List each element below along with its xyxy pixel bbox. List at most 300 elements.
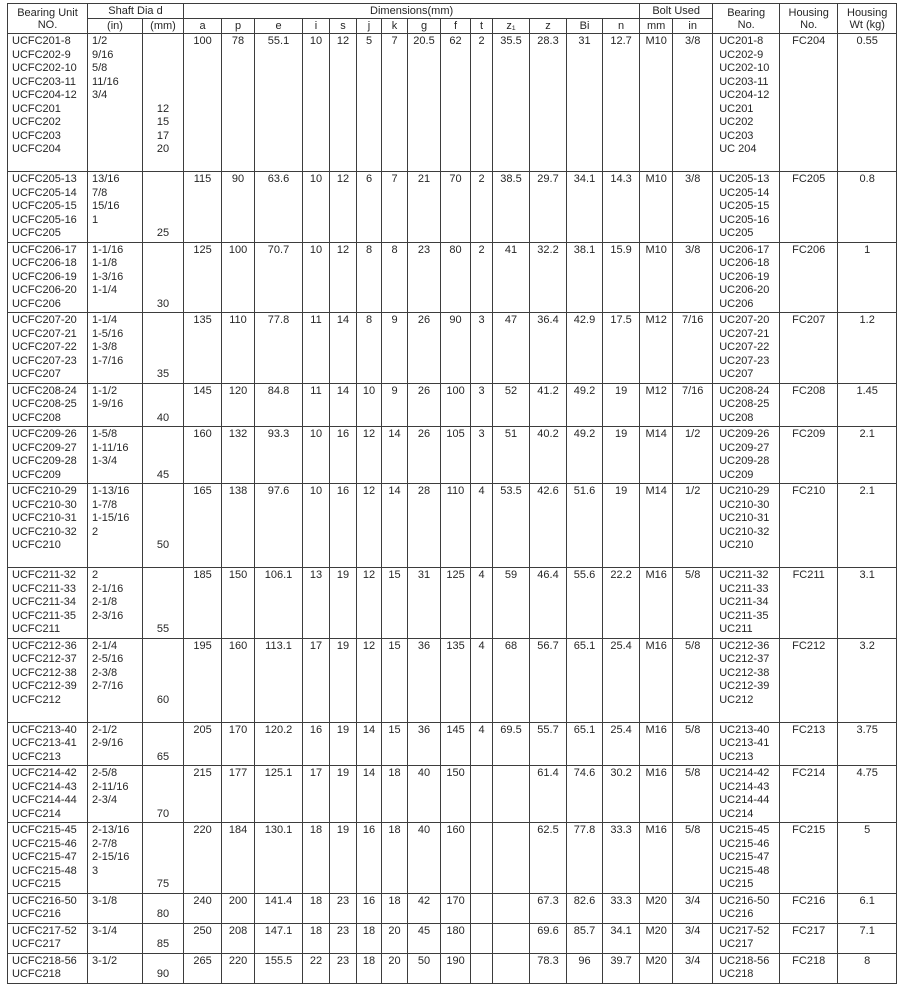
dim-cell-p: 150	[222, 568, 255, 639]
cell-line: UC 204	[719, 143, 757, 155]
housing-wt-cell: 1.2	[838, 313, 897, 384]
bolt-mm-cell: M14	[640, 427, 673, 484]
spacer-line	[12, 553, 85, 567]
cell-line	[145, 640, 181, 654]
dim-cell-s: 19	[330, 568, 357, 639]
dim-cell-f: 110	[441, 484, 471, 568]
dim-cell-f: 70	[441, 172, 471, 243]
cell-line: 2-1/16	[92, 582, 124, 595]
cell-line: UC203	[719, 129, 754, 142]
cell-line	[145, 385, 181, 399]
cell-line: 2-1/8	[92, 596, 118, 608]
header-dim-e: e	[255, 19, 303, 34]
dim-cell-s: 12	[330, 34, 357, 172]
dim-cell-a: 185	[184, 568, 222, 639]
header-dim-i: i	[303, 19, 330, 34]
cell-line	[145, 89, 181, 103]
cell-line: UC207-20	[719, 314, 770, 326]
dim-cell-bi: 65.1	[567, 638, 603, 722]
housing-wt-cell: 4.75	[838, 766, 897, 823]
cell-line: UC212	[719, 693, 754, 706]
cell-line: UCFC212-36	[12, 639, 77, 652]
cell-line: UCFC215-47	[12, 851, 77, 863]
dim-cell-k: 18	[382, 823, 408, 894]
cell-line: 2-13/16	[92, 824, 130, 836]
bearing-group-row	[8, 766, 897, 823]
header-shaft-dia: Shaft Dia d	[88, 4, 184, 19]
cell-line	[145, 49, 181, 63]
dim-cell-bi: 49.2	[567, 427, 603, 484]
dim-cell-g: 21	[408, 172, 441, 243]
dim-cell-bi: 85.7	[567, 923, 603, 953]
cell-line: UCFC205-15	[12, 200, 77, 212]
dim-cell-g: 31	[408, 568, 441, 639]
cell-line: UCFC207-21	[12, 327, 77, 340]
dim-cell-z: 32.2	[530, 242, 567, 313]
table-header	[8, 4, 897, 34]
bearing-group-row	[8, 172, 897, 243]
dim-cell-i: 18	[303, 893, 330, 923]
cell-line	[92, 908, 140, 922]
dim-cell-bi: 31	[567, 34, 603, 172]
cell-line: 1-5/16	[92, 327, 124, 340]
cell-line: 1	[92, 213, 99, 226]
dim-cell-f: 150	[441, 766, 471, 823]
dim-cell-g: 40	[408, 766, 441, 823]
header-dim-g: g	[408, 19, 441, 34]
cell-line: UC209-28	[719, 455, 770, 467]
cell-line: 1-1/4	[92, 314, 118, 326]
housing-no-cell: FC217	[780, 923, 838, 953]
cell-line: 40	[156, 411, 170, 424]
header-shaft-in: (in)	[88, 19, 143, 34]
cell-line: UC210-29	[719, 485, 770, 497]
header-line: No.	[737, 18, 755, 31]
dim-cell-e: 120.2	[255, 722, 303, 766]
cell-line: UCFC218	[12, 968, 61, 980]
cell-line: UC205-14	[719, 186, 770, 199]
dim-cell-e: 130.1	[255, 823, 303, 894]
bolt-in-cell: 3/8	[673, 34, 713, 172]
bolt-mm-cell: M10	[640, 34, 673, 172]
dim-cell-z1: 59	[493, 568, 530, 639]
dim-cell-n: 30.2	[603, 766, 640, 823]
unit-no-cell	[8, 638, 88, 722]
cell-line	[145, 526, 181, 540]
cell-line	[145, 596, 181, 610]
cell-line: UCFC212-37	[12, 653, 77, 665]
cell-line: 1-7/8	[92, 498, 118, 511]
cell-line: 50	[156, 539, 170, 551]
cell-line: UCFC208	[12, 411, 61, 424]
dim-cell-t: 4	[471, 638, 493, 722]
cell-line: UC210-32	[719, 525, 770, 538]
shaft-mm-cell	[143, 383, 184, 427]
cell-line: 1-1/4	[92, 284, 118, 296]
cell-line: UC208-25	[719, 398, 770, 410]
cell-line: 2-1/2	[92, 723, 118, 736]
housing-wt-cell: 6.1	[838, 893, 897, 923]
unit-no-cell	[8, 34, 88, 172]
shaft-mm-cell	[143, 953, 184, 983]
cell-line	[92, 751, 140, 765]
cell-line	[145, 341, 181, 355]
cell-line: UCFC212	[12, 693, 61, 706]
cell-line	[145, 187, 181, 201]
cell-line: UC207-22	[719, 341, 770, 353]
dim-cell-f: 125	[441, 568, 471, 639]
dim-cell-p: 120	[222, 383, 255, 427]
cell-line: UC209-27	[719, 441, 770, 454]
bolt-mm-cell: M20	[640, 893, 673, 923]
bolt-mm-cell: M20	[640, 953, 673, 983]
header-dim-f: f	[441, 19, 471, 34]
cell-line: UC210	[719, 539, 754, 551]
dim-cell-k: 7	[382, 172, 408, 243]
cell-line: 1-1/16	[92, 243, 124, 256]
shaft-in-cell	[88, 427, 143, 484]
cell-line	[145, 512, 181, 526]
dim-cell-a: 135	[184, 313, 222, 384]
dim-cell-s: 19	[330, 722, 357, 766]
cell-line	[145, 667, 181, 681]
dim-cell-n: 19	[603, 484, 640, 568]
cell-line: 7/8	[92, 186, 108, 199]
cell-line	[92, 412, 140, 426]
cell-line	[145, 724, 181, 738]
header-line: Bearing	[727, 6, 766, 19]
header-row-1	[8, 4, 897, 19]
housing-no-cell: FC214	[780, 766, 838, 823]
cell-line: 2-9/16	[92, 737, 124, 749]
cell-line: UC212-37	[719, 653, 770, 665]
dim-cell-n: 14.3	[603, 172, 640, 243]
cell-line: 2-11/16	[92, 780, 129, 793]
unit-no-cell	[8, 242, 88, 313]
bearing-no-cell	[713, 34, 780, 172]
cell-line	[92, 116, 140, 130]
cell-line: UCFC202-9	[12, 48, 71, 61]
header-dim-n: n	[603, 19, 640, 34]
cell-line: UC216-50	[719, 894, 770, 907]
dim-cell-t: 2	[471, 34, 493, 172]
dim-cell-f: 180	[441, 923, 471, 953]
dim-cell-z1	[493, 766, 530, 823]
cell-line: UC203-11	[719, 75, 769, 88]
cell-line: UCFC214	[12, 807, 61, 820]
bolt-mm-cell: M16	[640, 722, 673, 766]
shaft-mm-cell	[143, 638, 184, 722]
dim-cell-p: 200	[222, 893, 255, 923]
cell-line: 2-7/8	[92, 837, 118, 850]
bearing-group-row	[8, 893, 897, 923]
dim-cell-z1: 41	[493, 242, 530, 313]
dim-cell-e: 84.8	[255, 383, 303, 427]
dim-cell-z: 46.4	[530, 568, 567, 639]
bearing-group-row	[8, 953, 897, 983]
cell-line	[145, 569, 181, 583]
bearing-no-cell	[713, 427, 780, 484]
housing-wt-cell: 2.1	[838, 427, 897, 484]
housing-no-cell: FC207	[780, 313, 838, 384]
cell-line	[92, 968, 140, 982]
cell-line: 1-7/16	[92, 354, 124, 367]
bolt-in-cell: 3/4	[673, 953, 713, 983]
cell-line: 3-1/2	[92, 954, 118, 967]
cell-line	[145, 284, 181, 298]
housing-wt-cell: 7.1	[838, 923, 897, 953]
cell-line: UCFC215-48	[12, 864, 77, 877]
cell-line	[145, 895, 181, 909]
shaft-mm-cell	[143, 427, 184, 484]
dim-cell-s: 14	[330, 383, 357, 427]
cell-line: 80	[156, 908, 170, 920]
header-dim-j: j	[357, 19, 382, 34]
cell-line	[92, 227, 140, 241]
dim-cell-f: 105	[441, 427, 471, 484]
bolt-mm-cell: M12	[640, 313, 673, 384]
header-line: Housing	[847, 6, 888, 19]
cell-line: UCFC206-19	[12, 270, 77, 283]
cell-line: 1-11/16	[92, 441, 129, 454]
dim-cell-bi: 55.6	[567, 568, 603, 639]
dim-cell-bi: 96	[567, 953, 603, 983]
cell-line: 2-5/8	[92, 767, 118, 779]
header-line: Housing	[788, 6, 829, 19]
bolt-mm-cell: M16	[640, 568, 673, 639]
dim-cell-f: 80	[441, 242, 471, 313]
bearing-no-cell	[713, 568, 780, 639]
dim-cell-e: 113.1	[255, 638, 303, 722]
dim-cell-e: 63.6	[255, 172, 303, 243]
cell-line: UCFC214-42	[12, 767, 77, 779]
shaft-in-cell	[88, 242, 143, 313]
dim-cell-z1: 69.5	[493, 722, 530, 766]
unit-no-cell	[8, 568, 88, 639]
cell-line: UCFC212-39	[12, 680, 77, 692]
cell-line: 1-3/16	[92, 270, 124, 283]
cell-line: UC211	[719, 623, 753, 635]
dim-cell-z1	[493, 823, 530, 894]
dim-cell-j: 12	[357, 568, 382, 639]
cell-line	[145, 824, 181, 838]
dim-cell-j: 12	[357, 427, 382, 484]
header-bolt-in: in	[673, 19, 713, 34]
dim-cell-t	[471, 893, 493, 923]
shaft-in-cell	[88, 568, 143, 639]
bolt-in-cell: 5/8	[673, 766, 713, 823]
dim-cell-z1	[493, 923, 530, 953]
dim-cell-z: 28.3	[530, 34, 567, 172]
spacer-line	[12, 157, 85, 171]
cell-line: UCFC212-38	[12, 666, 77, 679]
dim-cell-z: 67.3	[530, 893, 567, 923]
dim-cell-p: 78	[222, 34, 255, 172]
dim-cell-z: 42.6	[530, 484, 567, 568]
cell-line: UCFC211	[12, 623, 61, 635]
dim-cell-s: 12	[330, 242, 357, 313]
cell-line: UC206	[719, 297, 754, 310]
bearing-group-row	[8, 923, 897, 953]
housing-wt-cell: 3.2	[838, 638, 897, 722]
cell-line: UCFC218-56	[12, 954, 77, 967]
cell-line: 3-1/8	[92, 894, 118, 907]
dim-cell-z: 56.7	[530, 638, 567, 722]
shaft-in-cell	[88, 766, 143, 823]
cell-line: UC214	[719, 807, 754, 820]
dim-cell-e: 141.4	[255, 893, 303, 923]
dim-cell-t: 2	[471, 242, 493, 313]
cell-line	[145, 865, 181, 879]
housing-no-cell: FC209	[780, 427, 838, 484]
dim-cell-i: 17	[303, 766, 330, 823]
cell-line	[145, 781, 181, 795]
cell-line: 1-1/8	[92, 257, 118, 269]
cell-line	[145, 610, 181, 624]
cell-line: UC205-16	[719, 213, 770, 226]
dim-cell-z1: 47	[493, 313, 530, 384]
dim-cell-e: 125.1	[255, 766, 303, 823]
housing-wt-cell: 8	[838, 953, 897, 983]
housing-no-cell: FC210	[780, 484, 838, 568]
unit-no-cell	[8, 722, 88, 766]
dim-cell-z: 55.7	[530, 722, 567, 766]
shaft-in-cell	[88, 383, 143, 427]
dim-cell-j: 16	[357, 893, 382, 923]
bolt-in-cell: 3/4	[673, 893, 713, 923]
cell-line: UCFC213-41	[12, 737, 77, 749]
bearing-group-row	[8, 823, 897, 894]
bearing-no-cell	[713, 383, 780, 427]
shaft-mm-cell	[143, 722, 184, 766]
cell-line	[145, 244, 181, 258]
cell-line: UCFC213-40	[12, 723, 77, 736]
dim-cell-t: 4	[471, 484, 493, 568]
bearing-group-row	[8, 638, 897, 722]
bearing-no-cell	[713, 638, 780, 722]
dim-cell-i: 11	[303, 313, 330, 384]
dim-cell-j: 14	[357, 766, 382, 823]
dim-cell-j: 12	[357, 484, 382, 568]
header-dim-t: t	[471, 19, 493, 34]
cell-line	[145, 214, 181, 228]
header-housing-no	[780, 4, 838, 34]
cell-line: UC215-45	[719, 824, 770, 836]
shaft-in-cell	[88, 638, 143, 722]
dim-cell-g: 45	[408, 923, 441, 953]
bolt-mm-cell: M16	[640, 823, 673, 894]
cell-line: UC211-35	[719, 609, 769, 622]
cell-line	[145, 838, 181, 852]
unit-no-cell	[8, 766, 88, 823]
bolt-mm-cell: M12	[640, 383, 673, 427]
cell-line	[92, 143, 140, 157]
cell-line: UCFC209-28	[12, 455, 77, 467]
cell-line: 3	[92, 864, 99, 877]
bolt-in-cell: 7/16	[673, 313, 713, 384]
cell-line: 17	[156, 129, 170, 142]
header-dim-a: a	[184, 19, 222, 34]
dim-cell-i: 11	[303, 383, 330, 427]
dim-cell-j: 12	[357, 638, 382, 722]
cell-line: UC217	[719, 938, 754, 950]
dim-cell-z1	[493, 893, 530, 923]
dim-cell-bi: 74.6	[567, 766, 603, 823]
bearing-no-cell	[713, 313, 780, 384]
dim-cell-p: 110	[222, 313, 255, 384]
dim-cell-z1	[493, 953, 530, 983]
header-dim-p: p	[222, 19, 255, 34]
housing-no-cell: FC208	[780, 383, 838, 427]
bearing-no-cell	[713, 823, 780, 894]
housing-no-cell: FC206	[780, 242, 838, 313]
dim-cell-e: 93.3	[255, 427, 303, 484]
cell-line: UC207	[719, 368, 754, 380]
dim-cell-g: 26	[408, 427, 441, 484]
dim-cell-j: 5	[357, 34, 382, 172]
cell-line	[92, 539, 140, 553]
dim-cell-g: 50	[408, 953, 441, 983]
cell-line: 1-3/4	[92, 455, 118, 467]
cell-line: UCFC206-20	[12, 284, 77, 296]
housing-wt-cell: 2.1	[838, 484, 897, 568]
cell-line: UC212-36	[719, 639, 770, 652]
cell-line	[145, 76, 181, 90]
cell-line: UC202	[719, 116, 754, 128]
dim-cell-i: 22	[303, 953, 330, 983]
dim-cell-e: 70.7	[255, 242, 303, 313]
cell-line	[145, 173, 181, 187]
shaft-in-cell	[88, 823, 143, 894]
cell-line: UC208-24	[719, 384, 770, 397]
dim-cell-s: 23	[330, 893, 357, 923]
spacer-line	[12, 707, 85, 721]
cell-line	[92, 938, 140, 952]
cell-line: 2-3/16	[92, 609, 124, 622]
housing-no-cell: FC205	[780, 172, 838, 243]
cell-line	[145, 428, 181, 442]
header-dim-bi: Bi	[567, 19, 603, 34]
cell-line: UC207-23	[719, 354, 770, 367]
dim-cell-t: 3	[471, 383, 493, 427]
cell-line: UC211-34	[719, 596, 769, 608]
cell-line: 90	[156, 968, 170, 980]
cell-line	[145, 442, 181, 456]
cell-line: UC210-31	[719, 512, 770, 524]
dim-cell-t: 4	[471, 568, 493, 639]
housing-wt-cell: 5	[838, 823, 897, 894]
cell-line: UC215-46	[719, 837, 770, 850]
cell-line	[145, 737, 181, 751]
cell-line: UC212-39	[719, 680, 770, 692]
dim-cell-f: 135	[441, 638, 471, 722]
cell-line: UCFC205-16	[12, 213, 77, 226]
dim-cell-g: 26	[408, 313, 441, 384]
cell-line: UC214-43	[719, 780, 770, 793]
dim-cell-k: 15	[382, 568, 408, 639]
cell-line: 1-3/8	[92, 341, 118, 353]
cell-line: UCFC201-8	[12, 35, 71, 47]
cell-line: UC215	[719, 878, 754, 890]
dim-cell-g: 42	[408, 893, 441, 923]
cell-line: 2-7/16	[92, 680, 124, 692]
header-bearing-no	[713, 4, 780, 34]
dim-cell-bi: 82.6	[567, 893, 603, 923]
cell-line: 12	[156, 102, 170, 115]
bolt-in-cell: 5/8	[673, 568, 713, 639]
cell-line: UCFC214-43	[12, 780, 77, 793]
unit-no-cell	[8, 953, 88, 983]
